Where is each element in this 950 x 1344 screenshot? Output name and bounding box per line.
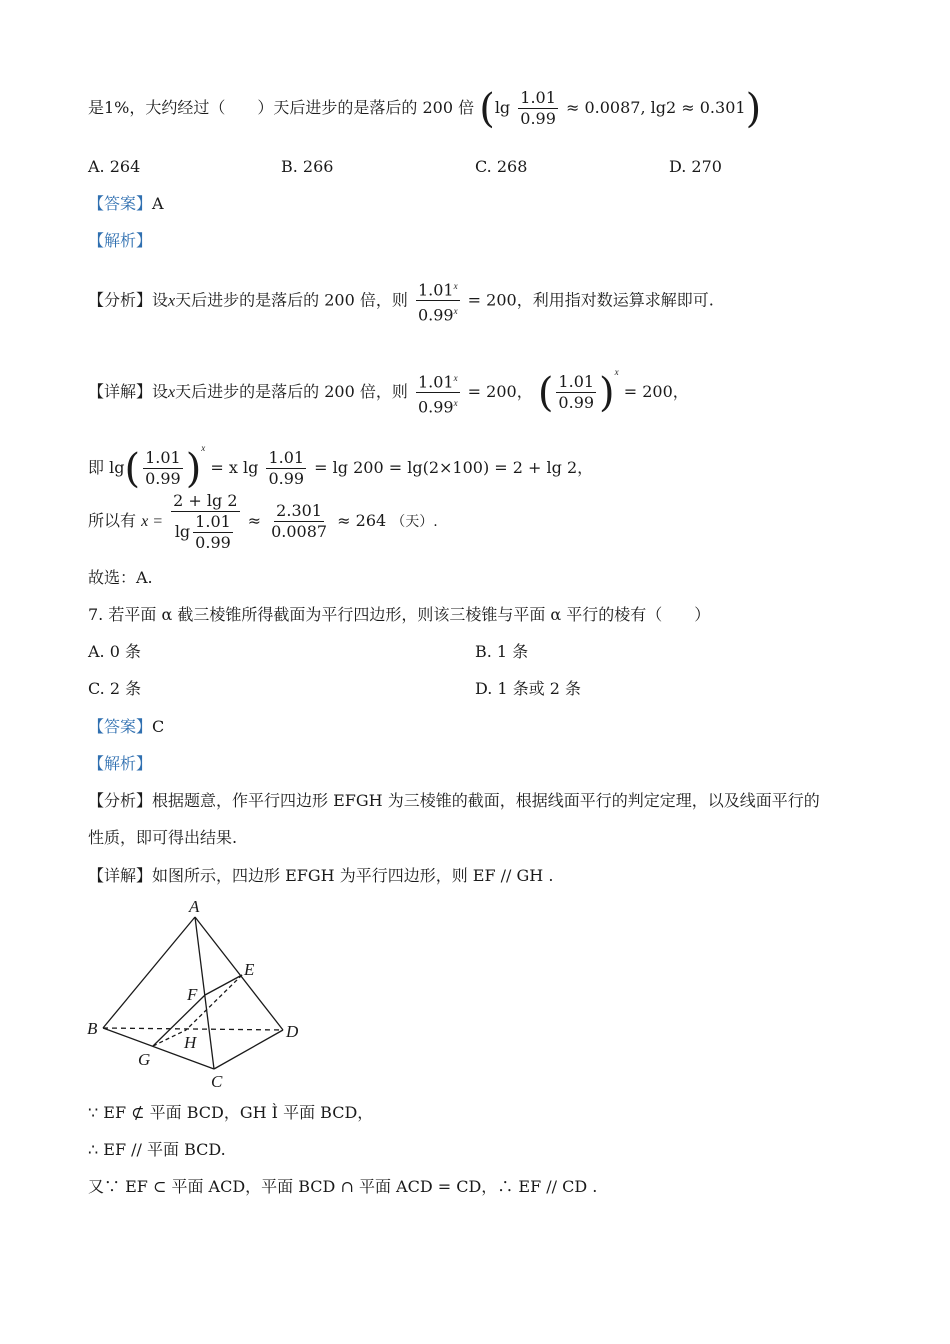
fraction-numerator: 2 + lg 2	[173, 490, 238, 510]
num-value: 1.01	[417, 280, 454, 300]
xiangjie-before: 设	[152, 382, 169, 401]
fraction-denominator	[416, 301, 460, 325]
suoyi-unit: （天）.	[391, 514, 438, 530]
q6-fenxi	[88, 276, 910, 326]
q6-guxuan: 故选：A.	[88, 568, 153, 587]
variable-x: x	[168, 292, 176, 310]
fraction-numerator: 1.01	[268, 448, 305, 467]
variable-x: x	[168, 384, 176, 401]
fraction-numerator	[416, 368, 460, 393]
q6-option-b: B. 266	[281, 157, 334, 176]
exponent: x	[453, 372, 458, 383]
lg-symbol: lg	[494, 98, 511, 117]
q6-jiexi-tag: 【解析】	[88, 231, 153, 250]
fraction-denominator: 0.99	[195, 532, 231, 552]
q7-jiexi-tag: 【解析】	[88, 754, 153, 773]
label-e: E	[244, 960, 255, 979]
fraction	[143, 448, 183, 489]
ji-mid: = x lg	[210, 458, 259, 477]
fraction-denominator	[173, 512, 238, 553]
label-c: C	[211, 1072, 223, 1091]
fraction-numerator: 1.01	[558, 372, 595, 391]
q7-option-b: B. 1 条	[475, 642, 529, 661]
answer-tag: 【答案】	[88, 194, 153, 213]
equals-200: = 200，	[467, 382, 533, 401]
fraction-numerator: 1.01	[195, 511, 231, 531]
ji-rest: = lg 200 = lg(2×100) = 2 + lg 2，	[314, 458, 594, 477]
q7-answer	[88, 716, 910, 738]
fraction	[416, 276, 460, 326]
xiangjie-tag: 【详解】	[88, 382, 153, 401]
edge-ac	[195, 917, 214, 1069]
given-values: ≈ 0.0087, lg2 ≈ 0.301	[565, 98, 746, 117]
inner-fraction	[193, 512, 233, 553]
open-paren: (	[479, 85, 495, 132]
exponent: x	[614, 367, 619, 377]
fraction	[171, 491, 239, 553]
den-value: 0.99	[417, 397, 454, 417]
label-b: B	[87, 1019, 98, 1038]
approx-sign: ≈	[247, 511, 261, 530]
fraction-denominator	[416, 393, 460, 417]
ji-prefix: 即 lg	[88, 458, 125, 477]
q7-option-d: D. 1 条或 2 条	[475, 679, 582, 698]
close-paren: )	[745, 85, 762, 132]
fraction-numerator	[416, 276, 460, 301]
equals-200: = 200	[467, 290, 517, 310]
fraction	[269, 501, 329, 542]
fraction-numerator: 2.301	[276, 501, 322, 520]
q6-answer	[88, 193, 910, 215]
tetrahedron-diagram	[85, 897, 315, 1092]
q6-option-d: D. 270	[669, 157, 722, 176]
edge-ab	[103, 917, 195, 1028]
fenxi-mid: 天后进步的是落后的 200 倍，则	[175, 290, 408, 310]
close-paren: )	[599, 369, 615, 416]
suoyi-prefix: 所以有	[88, 511, 137, 530]
close-paren: )	[185, 445, 202, 492]
fraction-denominator: 0.99	[268, 469, 305, 488]
suoyi-lhs: x =	[141, 513, 164, 530]
label-d: D	[286, 1022, 299, 1041]
exponent: x	[453, 306, 458, 317]
fraction-denominator: 0.0087	[271, 522, 328, 541]
xiangjie-mid: 天后进步的是落后的 200 倍，则	[175, 382, 408, 401]
exponent: x	[453, 398, 458, 408]
answer-value: C	[152, 717, 165, 736]
q7-proof-line-1: ∵ EF ⊄ 平面 BCD，GH Ì 平面 BCD，	[88, 1103, 374, 1122]
fraction-numerator: 1.01	[520, 88, 556, 107]
open-paren: (	[124, 445, 141, 492]
q7-proof-line-3: 又∵ EF ⊂ 平面 ACD，平面 BCD ∩ 平面 ACD = CD，∴ EF // CD .	[88, 1177, 598, 1196]
q7-proof-line-2: ∴ EF // 平面 BCD.	[88, 1140, 226, 1159]
label-h: H	[184, 1033, 197, 1052]
edge-ad	[195, 917, 283, 1030]
fraction-denominator: 0.99	[145, 469, 181, 488]
q6-line-ji	[88, 426, 910, 490]
fenxi-before: 设	[152, 290, 169, 310]
fenxi-tag: 【分析】	[88, 290, 153, 310]
fraction-denominator: 0.99	[558, 393, 595, 412]
q7-xiangjie: 【详解】如图所示，四边形 EFGH 为平行四边形，则 EF // GH .	[88, 866, 554, 885]
edge-bc	[103, 1028, 214, 1069]
label-f: F	[187, 985, 198, 1004]
exponent: x	[201, 443, 206, 453]
q7-fenxi-line-1: 【分析】根据题意，作平行四边形 EFGH 为三棱锥的截面，根据线面平行的判定定理，以及线面平行的	[88, 791, 820, 810]
fraction-denominator: 0.99	[520, 109, 556, 128]
edge-cd	[214, 1030, 283, 1069]
q7-stem: 7. 若平面 α 截三棱锥所得截面为平行四边形，则该三棱锥与平面 α 平行的棱有（ ）	[88, 605, 711, 624]
q7-option-a: A. 0 条	[88, 642, 141, 661]
den-value: 0.99	[417, 305, 454, 325]
q6-option-a: A. 264	[88, 157, 141, 176]
answer-tag: 【答案】	[88, 717, 153, 736]
fraction	[556, 372, 596, 413]
num-value: 1.01	[417, 372, 454, 391]
q6-stem-tail	[88, 85, 910, 132]
segment-fe	[205, 975, 242, 995]
fenxi-after: ，利用指对数运算求解即可.	[516, 290, 714, 310]
exponent: x	[453, 281, 458, 291]
fraction	[518, 88, 558, 129]
fraction	[416, 368, 460, 418]
suoyi-result: ≈ 264	[337, 511, 387, 530]
edge-bd-hidden	[103, 1028, 283, 1030]
q6-xiangjie	[88, 350, 910, 417]
equals-200: = 200，	[623, 382, 689, 401]
q6-line-suoyi	[88, 488, 910, 555]
q7-option-c: C. 2 条	[88, 679, 142, 698]
lg-symbol: lg	[174, 522, 191, 541]
open-paren: (	[537, 369, 554, 416]
q6-stem-text: 是1%，大约经过（ ）天后进步的是落后的 200 倍	[88, 98, 475, 117]
fraction	[266, 448, 306, 489]
segment-gh-hidden	[153, 1030, 186, 1046]
q6-option-c: C. 268	[475, 157, 528, 176]
label-a: A	[189, 897, 200, 916]
answer-value: A	[152, 194, 164, 213]
q7-fenxi-line-2: 性质，即可得出结果.	[88, 828, 238, 847]
label-g: G	[138, 1050, 151, 1069]
fraction-numerator: 1.01	[145, 448, 181, 467]
